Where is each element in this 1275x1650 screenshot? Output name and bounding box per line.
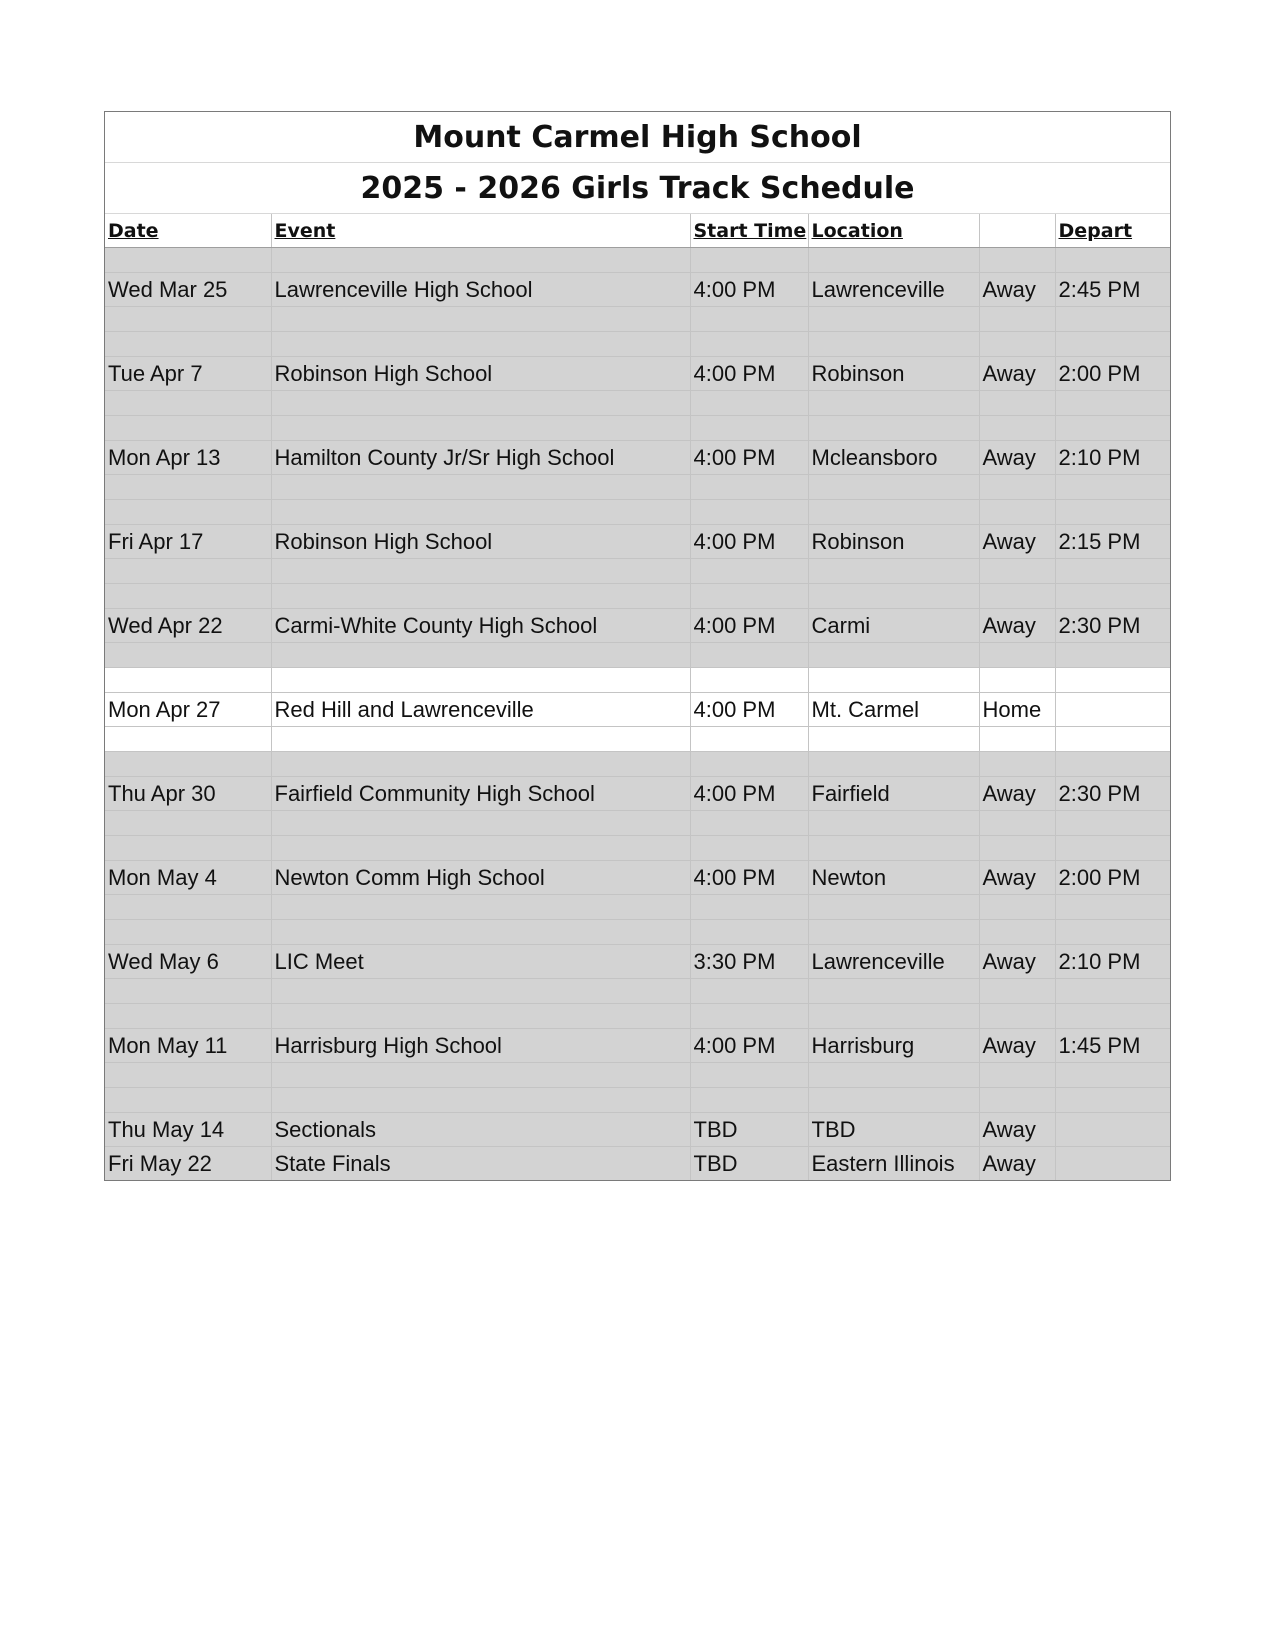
cell-date: Fri Apr 17 xyxy=(105,525,271,559)
spacer-row xyxy=(105,643,1170,668)
cell-event: Newton Comm High School xyxy=(271,861,690,895)
cell-event: Lawrenceville High School xyxy=(271,273,690,307)
cell-depart: 2:00 PM xyxy=(1055,861,1170,895)
cell-start-time: 3:30 PM xyxy=(690,945,808,979)
cell-start-time: 4:00 PM xyxy=(690,357,808,391)
cell-home-away: Away xyxy=(979,1147,1055,1181)
school-title: Mount Carmel High School xyxy=(105,112,1170,163)
cell-home-away: Away xyxy=(979,1029,1055,1063)
cell-depart: 2:10 PM xyxy=(1055,945,1170,979)
table-row xyxy=(105,609,1170,643)
spacer-row xyxy=(105,1088,1170,1113)
cell-location: Fairfield xyxy=(808,777,979,811)
cell-location: Robinson xyxy=(808,357,979,391)
cell-location: Lawrenceville xyxy=(808,273,979,307)
spacer-row xyxy=(105,979,1170,1004)
cell-home-away: Away xyxy=(979,1113,1055,1147)
cell-event: Harrisburg High School xyxy=(271,1029,690,1063)
cell-home-away: Away xyxy=(979,609,1055,643)
cell-location: Mcleansboro xyxy=(808,441,979,475)
cell-home-away: Away xyxy=(979,945,1055,979)
cell-depart: 2:00 PM xyxy=(1055,357,1170,391)
spacer-row xyxy=(105,895,1170,920)
cell-date: Mon May 4 xyxy=(105,861,271,895)
table-row xyxy=(105,273,1170,307)
cell-date: Wed Mar 25 xyxy=(105,273,271,307)
cell-date: Wed May 6 xyxy=(105,945,271,979)
table-row xyxy=(105,777,1170,811)
cell-home-away: Away xyxy=(979,525,1055,559)
header-home-away xyxy=(979,214,1055,248)
cell-date: Wed Apr 22 xyxy=(105,609,271,643)
spacer-row xyxy=(105,1063,1170,1088)
cell-location: Robinson xyxy=(808,525,979,559)
header-event: Event xyxy=(271,214,690,248)
spacer-row xyxy=(105,752,1170,777)
table-row xyxy=(105,525,1170,559)
header-start-time: Start Time xyxy=(690,214,808,248)
cell-start-time: 4:00 PM xyxy=(690,525,808,559)
cell-location: TBD xyxy=(808,1113,979,1147)
spacer-row xyxy=(105,836,1170,861)
spacer-row xyxy=(105,500,1170,525)
cell-location: Carmi xyxy=(808,609,979,643)
schedule-sheet xyxy=(104,111,1171,1181)
cell-depart: 1:45 PM xyxy=(1055,1029,1170,1063)
spacer-row xyxy=(105,416,1170,441)
cell-depart xyxy=(1055,1113,1170,1147)
cell-date: Mon Apr 13 xyxy=(105,441,271,475)
cell-home-away: Away xyxy=(979,357,1055,391)
spacer-row xyxy=(105,559,1170,584)
spacer-row xyxy=(105,1004,1170,1029)
spacer-row xyxy=(105,332,1170,357)
table-row xyxy=(105,441,1170,475)
cell-start-time: 4:00 PM xyxy=(690,441,808,475)
table-row xyxy=(105,861,1170,895)
cell-event: Robinson High School xyxy=(271,525,690,559)
header-date: Date xyxy=(105,214,271,248)
cell-depart: 2:10 PM xyxy=(1055,441,1170,475)
spacer-row xyxy=(105,668,1170,693)
table-row xyxy=(105,945,1170,979)
cell-event: Robinson High School xyxy=(271,357,690,391)
table-row xyxy=(105,1029,1170,1063)
cell-location: Newton xyxy=(808,861,979,895)
spacer-row xyxy=(105,811,1170,836)
table-row xyxy=(105,1113,1170,1147)
cell-home-away: Home xyxy=(979,693,1055,727)
cell-event: Sectionals xyxy=(271,1113,690,1147)
cell-location: Eastern Illinois xyxy=(808,1147,979,1181)
spacer-row xyxy=(105,307,1170,332)
cell-depart xyxy=(1055,693,1170,727)
cell-event: State Finals xyxy=(271,1147,690,1181)
cell-date: Mon May 11 xyxy=(105,1029,271,1063)
header-location: Location xyxy=(808,214,979,248)
spacer-row xyxy=(105,475,1170,500)
cell-start-time: 4:00 PM xyxy=(690,777,808,811)
spacer-row xyxy=(105,584,1170,609)
cell-start-time: TBD xyxy=(690,1113,808,1147)
cell-event: LIC Meet xyxy=(271,945,690,979)
cell-home-away: Away xyxy=(979,777,1055,811)
cell-depart: 2:30 PM xyxy=(1055,777,1170,811)
spacer-row xyxy=(105,391,1170,416)
table-row xyxy=(105,357,1170,391)
cell-start-time: 4:00 PM xyxy=(690,609,808,643)
cell-depart: 2:45 PM xyxy=(1055,273,1170,307)
header-row xyxy=(105,214,1170,248)
spacer-row xyxy=(105,248,1170,273)
spacer-row xyxy=(105,727,1170,752)
schedule-subtitle: 2025 - 2026 Girls Track Schedule xyxy=(105,163,1170,214)
cell-depart xyxy=(1055,1147,1170,1181)
cell-start-time: TBD xyxy=(690,1147,808,1181)
cell-date: Tue Apr 7 xyxy=(105,357,271,391)
cell-location: Mt. Carmel xyxy=(808,693,979,727)
cell-location: Lawrenceville xyxy=(808,945,979,979)
cell-start-time: 4:00 PM xyxy=(690,273,808,307)
cell-start-time: 4:00 PM xyxy=(690,861,808,895)
spacer-row xyxy=(105,920,1170,945)
cell-location: Harrisburg xyxy=(808,1029,979,1063)
cell-start-time: 4:00 PM xyxy=(690,693,808,727)
header-depart: Depart xyxy=(1055,214,1170,248)
cell-event: Hamilton County Jr/Sr High School xyxy=(271,441,690,475)
cell-date: Fri May 22 xyxy=(105,1147,271,1181)
cell-event: Carmi-White County High School xyxy=(271,609,690,643)
table-row xyxy=(105,693,1170,727)
cell-home-away: Away xyxy=(979,273,1055,307)
cell-depart: 2:30 PM xyxy=(1055,609,1170,643)
cell-start-time: 4:00 PM xyxy=(690,1029,808,1063)
cell-date: Thu May 14 xyxy=(105,1113,271,1147)
cell-home-away: Away xyxy=(979,861,1055,895)
table-row xyxy=(105,1147,1170,1181)
cell-event: Fairfield Community High School xyxy=(271,777,690,811)
cell-home-away: Away xyxy=(979,441,1055,475)
schedule-table xyxy=(105,214,1170,1180)
cell-event: Red Hill and Lawrenceville xyxy=(271,693,690,727)
cell-depart: 2:15 PM xyxy=(1055,525,1170,559)
cell-date: Thu Apr 30 xyxy=(105,777,271,811)
cell-date: Mon Apr 27 xyxy=(105,693,271,727)
